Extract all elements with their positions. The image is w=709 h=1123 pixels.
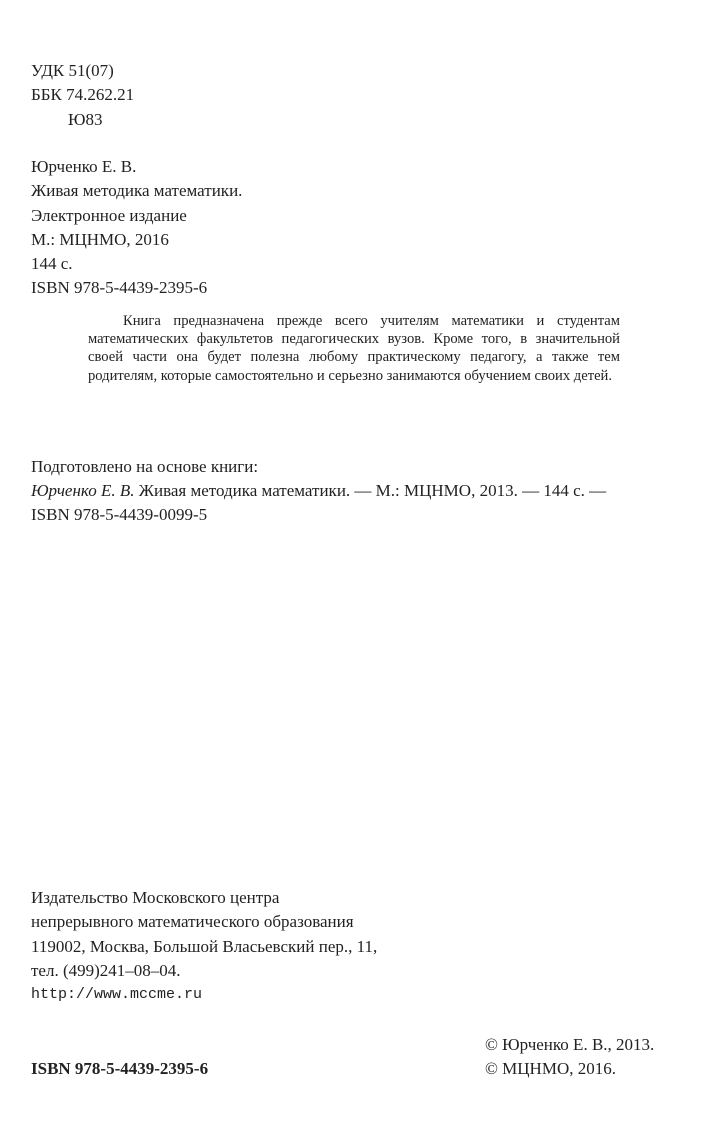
classification-block xyxy=(31,59,134,132)
copyright-author: © Юрченко Е. В., 2013. xyxy=(485,1035,655,1054)
footer-isbn-block xyxy=(31,1057,208,1081)
source-book-block xyxy=(31,455,606,527)
copyright-publisher: © МЦНМО, 2016. xyxy=(485,1059,616,1079)
footer-isbn: ISBN 978-5-4439-2395-6 xyxy=(31,1059,209,1078)
source-citation xyxy=(31,479,606,503)
copyright-block xyxy=(485,1033,654,1082)
publisher-name-line2: непрерывного математического образования xyxy=(31,912,354,932)
bibliography-block xyxy=(31,155,242,301)
source-isbn: ISBN 978-5-4439-0099-5 xyxy=(31,505,208,524)
publisher-name-line1: Издательство Московского центра xyxy=(31,888,280,907)
publisher-year: М.: МЦНМО, 2016 xyxy=(31,229,169,249)
abstract-text: Книга предназначена прежде всего учителям математики и студентам математических факультетов педагогических вузов. Кроме того, в значительной своей части она будет полезна любому практическому педагогу, а также тем родителям, которые самостоятельно и серьезно занимаются обучением своих детей. xyxy=(88,313,620,384)
udk-code: УДК 51(07) xyxy=(31,61,114,80)
source-intro: Подготовлено на основе книги: xyxy=(31,457,259,476)
author-name: Юрченко Е. В. xyxy=(31,157,137,176)
author-mark: Ю83 xyxy=(68,109,103,129)
source-citation-rest: Живая методика математики. — М.: МЦНМО, 2013. — 144 с. — xyxy=(134,481,607,500)
abstract xyxy=(88,312,620,385)
publisher-url[interactable]: http://www.mccme.ru xyxy=(31,986,203,1004)
bbk-code: ББК 74.262.21 xyxy=(31,85,135,105)
book-title: Живая методика математики. xyxy=(31,181,243,201)
page-count: 144 с. xyxy=(31,254,73,274)
publisher-phone: тел. (499)241–08–04. xyxy=(31,960,181,980)
source-author: Юрченко Е. В. xyxy=(31,481,135,500)
book-isbn: ISBN 978-5-4439-2395-6 xyxy=(31,278,208,298)
publisher-block xyxy=(31,886,377,1007)
edition-type: Электронное издание xyxy=(31,205,187,225)
publisher-address: 119002, Москва, Большой Власьевский пер., 11, xyxy=(31,936,378,956)
